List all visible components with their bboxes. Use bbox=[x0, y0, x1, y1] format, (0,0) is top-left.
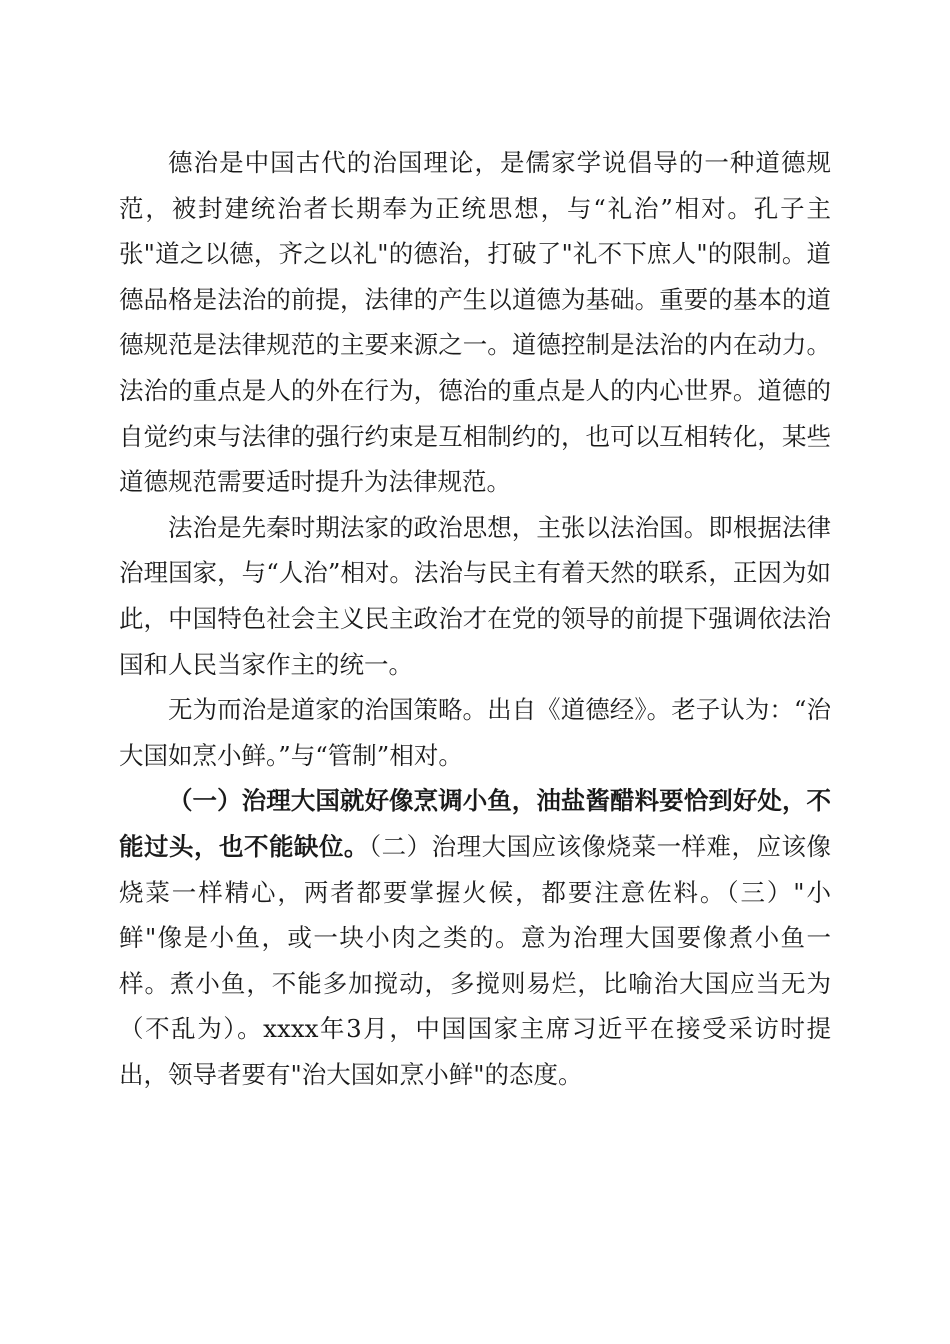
paragraph-small-fish-explanation bbox=[119, 778, 831, 1097]
bold-lead-text: （一）治理大国就好像烹调小鱼，油盐酱醋料要恰到好处，不能过头，也不能缺位。 bbox=[119, 786, 831, 861]
paragraph-rule-by-virtue: 德治是中国古代的治国理论，是儒家学说倡导的一种道德规范，被封建统治者长期奉为正统思想，与“礼治”相对。孔子主张"道之以德，齐之以礼"的德治，打破了"礼不下庶人"的限制。道德品格是法治的前提，法律的产生以道德为基础。重要的基本的道德规范是法律规范的主要来源之一。道德控制是法治的内在动力。法治的重点是人的外在行为，德治的重点是人的内心世界。道德的自觉约束与法律的强行约束是互相制约的，也可以互相转化，某些道德规范需要适时提升为法律规范。 bbox=[119, 148, 831, 497]
paragraph-continuation-text: （二）治理大国应该像烧菜一样难，应该像烧菜一样精心，两者都要掌握火候，都要注意佐料。（三）"小鲜"像是小鱼，或一块小肉之类的。意为治理大国要像煮小鱼一样。煮小鱼，不能多加搅动，多搅则易烂，比喻治大国应当无为（不乱为）。xxxx年3月，中国国家主席习近平在接受采访时提出，领导者要有"治大国如烹小鲜"的态度。 bbox=[119, 831, 832, 1089]
paragraph-governing-by-non-action: 无为而治是道家的治国策略。出自《道德经》。老子认为：“治大国如烹小鲜。”与“管制”相对。 bbox=[119, 695, 831, 770]
document-body bbox=[119, 140, 831, 1097]
paragraph-rule-of-law: 法治是先秦时期法家的政治思想，主张以法治国。即根据法律治理国家，与“人治”相对。法治与民主有着天然的联系，正因为如此，中国特色社会主义民主政治才在党的领导的前提下强调依法治国和人民当家作主的统一。 bbox=[119, 512, 831, 679]
